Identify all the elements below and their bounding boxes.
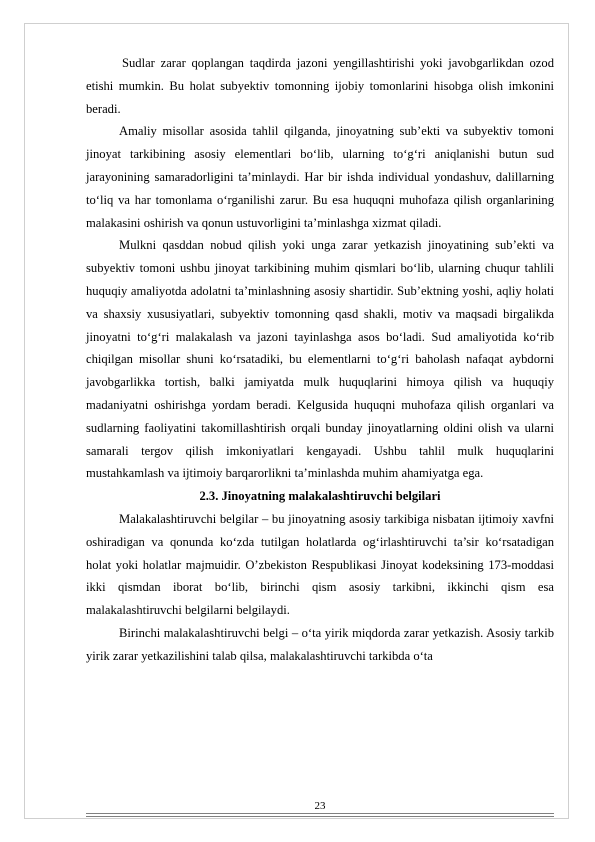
footer-rule — [86, 813, 554, 814]
page-number: 23 — [314, 800, 326, 812]
section-heading: 2.3. Jinoyatning malakalashtiruvchi belgilari — [199, 489, 441, 504]
paragraph: Malakalashtiruvchi belgilar – bu jinoyatning asosiy tarkibiga nisbatan ijtimoiy xavfni oshiradigan va qonunda ko‘zda tutilgan holatlarda og‘irlashtiruvchi ta’sir ko‘rsatadigan holat yoki holatlar majmuidir. O’zbekiston Respublikasi Jinoyat kodeksining 173-moddasi ikki qismdan iborat bo‘lib, birinchi qism asosiy tarkibni, ikkinchi qism esa malakalashtiruvchi belgilarni belgilaydi. — [86, 511, 554, 618]
paragraph: Mulkni qasddan nobud qilish yoki unga zarar yetkazish jinoyatining sub’ekti va subyektiv tomoni ushbu jinoyat tarkibining muhim qismlari bo‘lib, ularning chuqur tahlili huquqiy amaliyotda adolatni ta’minlashning asosiy shartidir. Sub’ektning yoshi, aqliy holati va shaxsiy xususiyatlari, subyektiv tomonning qasd shakli, motiv va maqsadi birgalikda jinoyatni to‘g‘ri malakalash va jazoni tayinlashga asos bo‘ladi. Sud amaliyotida ko‘rib chiqilgan misollar shuni ko‘rsatadiki, bu elementlarni to‘g‘ri baholash nafaqat aybdorni javobgarlikka tortish, balki jamiyatda mulk huquqlarini himoya qilish va huquqiy madaniyatni oshirishga yordam beradi. Kelgusida huquqni muhofaza qilish organlari va sudlarning faoliyatini takomillashtirish orqali bunday jinoyatlarning oldini olish va ularni samarali tergov qilish imkoniyatlari kengayadi. Ushbu tahlil mulk huquqlarini mustahkamlash va ijtimoiy barqarorlikni ta’minlashda muhim ahamiyatga ega. — [86, 238, 554, 481]
paragraph: Amaliy misollar asosida tahlil qilganda, jinoyatning sub’ekti va subyektiv tomoni jinoyat tarkibining asosiy elementlari bo‘lib, ularning to‘g‘ri aniqlanishi butun sud jarayonining samaradorligini ta’minlaydi. Har bir ishda individual yondashuv, dalillarning to‘liq va har tomonlama o‘rganilishi zarur. Bu esa huquqni muhofaza qilish organlarining malakasini oshirish va qonun ustuvorligini ta’minlashga xizmat qiladi. — [86, 124, 554, 230]
paragraph: Birinchi malakalashtiruvchi belgi – o‘ta yirik miqdorda zarar yetkazish. Asosiy tarkib yirik zarar yetkazilishini talab qilsa, malakalashtiruvchi tarkibda o‘ta — [86, 625, 554, 663]
paragraph: Sudlar zarar qoplangan taqdirda jazoni yengillashtirishi yoki javobgarlikdan ozod etishi mumkin. Bu holat subyektiv tomonning ijobiy tomonlarini hisobga olish imkonini beradi. — [86, 56, 554, 116]
footer-rule — [86, 816, 554, 817]
document-body — [86, 52, 554, 668]
